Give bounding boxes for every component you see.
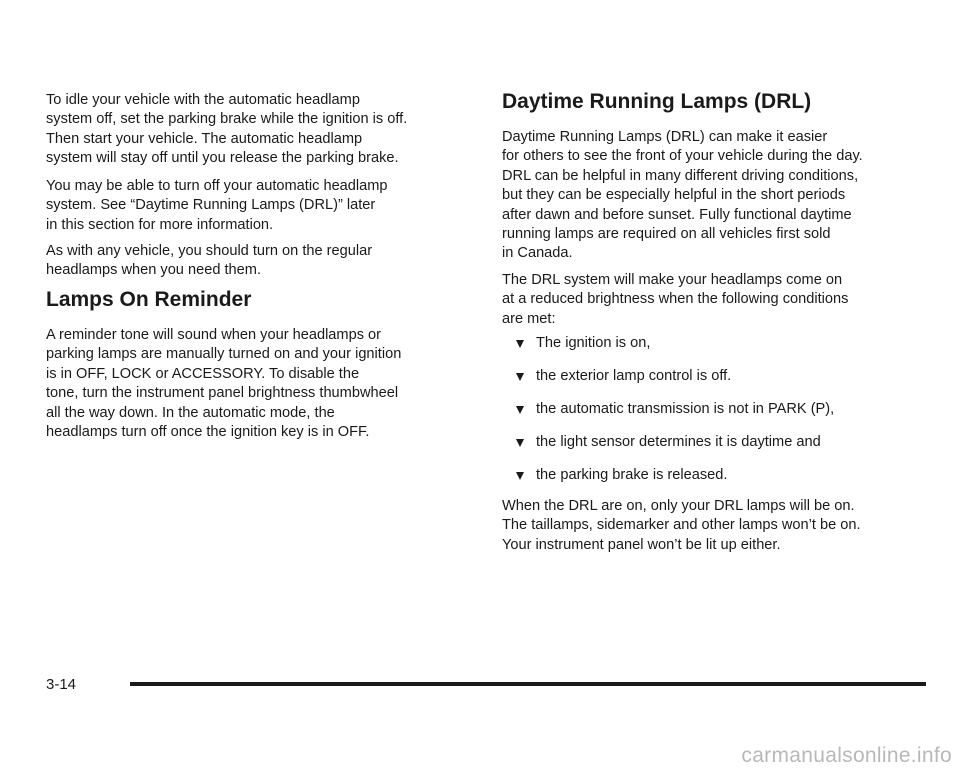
page-number: 3-14 [46, 676, 77, 693]
heading-daytime-running-lamps: Daytime Running Lamps (DRL) [502, 90, 812, 113]
footer-rule [130, 682, 926, 686]
paragraph-drl-on: When the DRL are on, only your DRL lamps will be on. The taillamps, sidemarker and other lamps won’t be on. Your instrument panel won’t be lit up either. [502, 498, 861, 553]
paragraph-idle-vehicle: To idle your vehicle with the automatic headlamp system off, set the parking brake while the ignition is off. Then start your vehicle. The automatic headlamp system will stay off until you release the parking brake. [46, 92, 408, 167]
paragraph-turn-off-headlamp: You may be able to turn off your automatic headlamp system. See “Daytime Running Lamps (DRL)” later in this section for more information. [46, 178, 388, 233]
list-item: the light sensor determines it is daytime and [502, 433, 821, 452]
list-item: the exterior lamp control is off. [502, 367, 731, 386]
paragraph-reminder-tone: A reminder tone will sound when your headlamps or parking lamps are manually turned on and your ignition is in OFF, LOCK or ACCESSORY. To disable the tone, turn the instrument panel brightness thumbwheel all the way down. In the automatic mode, the headlamps turn off once the ignition key is in OFF. [46, 327, 402, 441]
paragraph-drl-conditions: The DRL system will make your headlamps come on at a reduced brightness when the following conditions are met: [502, 272, 849, 327]
list-item: the automatic transmission is not in PARK (P), [502, 400, 834, 419]
watermark: carmanualsonline.info [741, 744, 952, 767]
bullet-icon [516, 472, 524, 480]
paragraph-regular-headlamps: As with any vehicle, you should turn on the regular headlamps when you need them. [46, 243, 373, 279]
bullet-icon [516, 406, 524, 414]
list-item: The ignition is on, [502, 334, 650, 353]
bullet-icon [516, 373, 524, 381]
heading-lamps-on-reminder: Lamps On Reminder [46, 288, 252, 311]
bullet-icon [516, 340, 524, 348]
list-item: the parking brake is released. [502, 466, 727, 485]
bullet-icon [516, 439, 524, 447]
paragraph-drl-intro: Daytime Running Lamps (DRL) can make it easier for others to see the front of your vehicle during the day. DRL can be helpful in many different driving conditions, but they can be especially helpful in the short periods after dawn and before sunset. Fully functional daytime running lamps are required on all vehicles first sold in Canada. [502, 129, 863, 262]
